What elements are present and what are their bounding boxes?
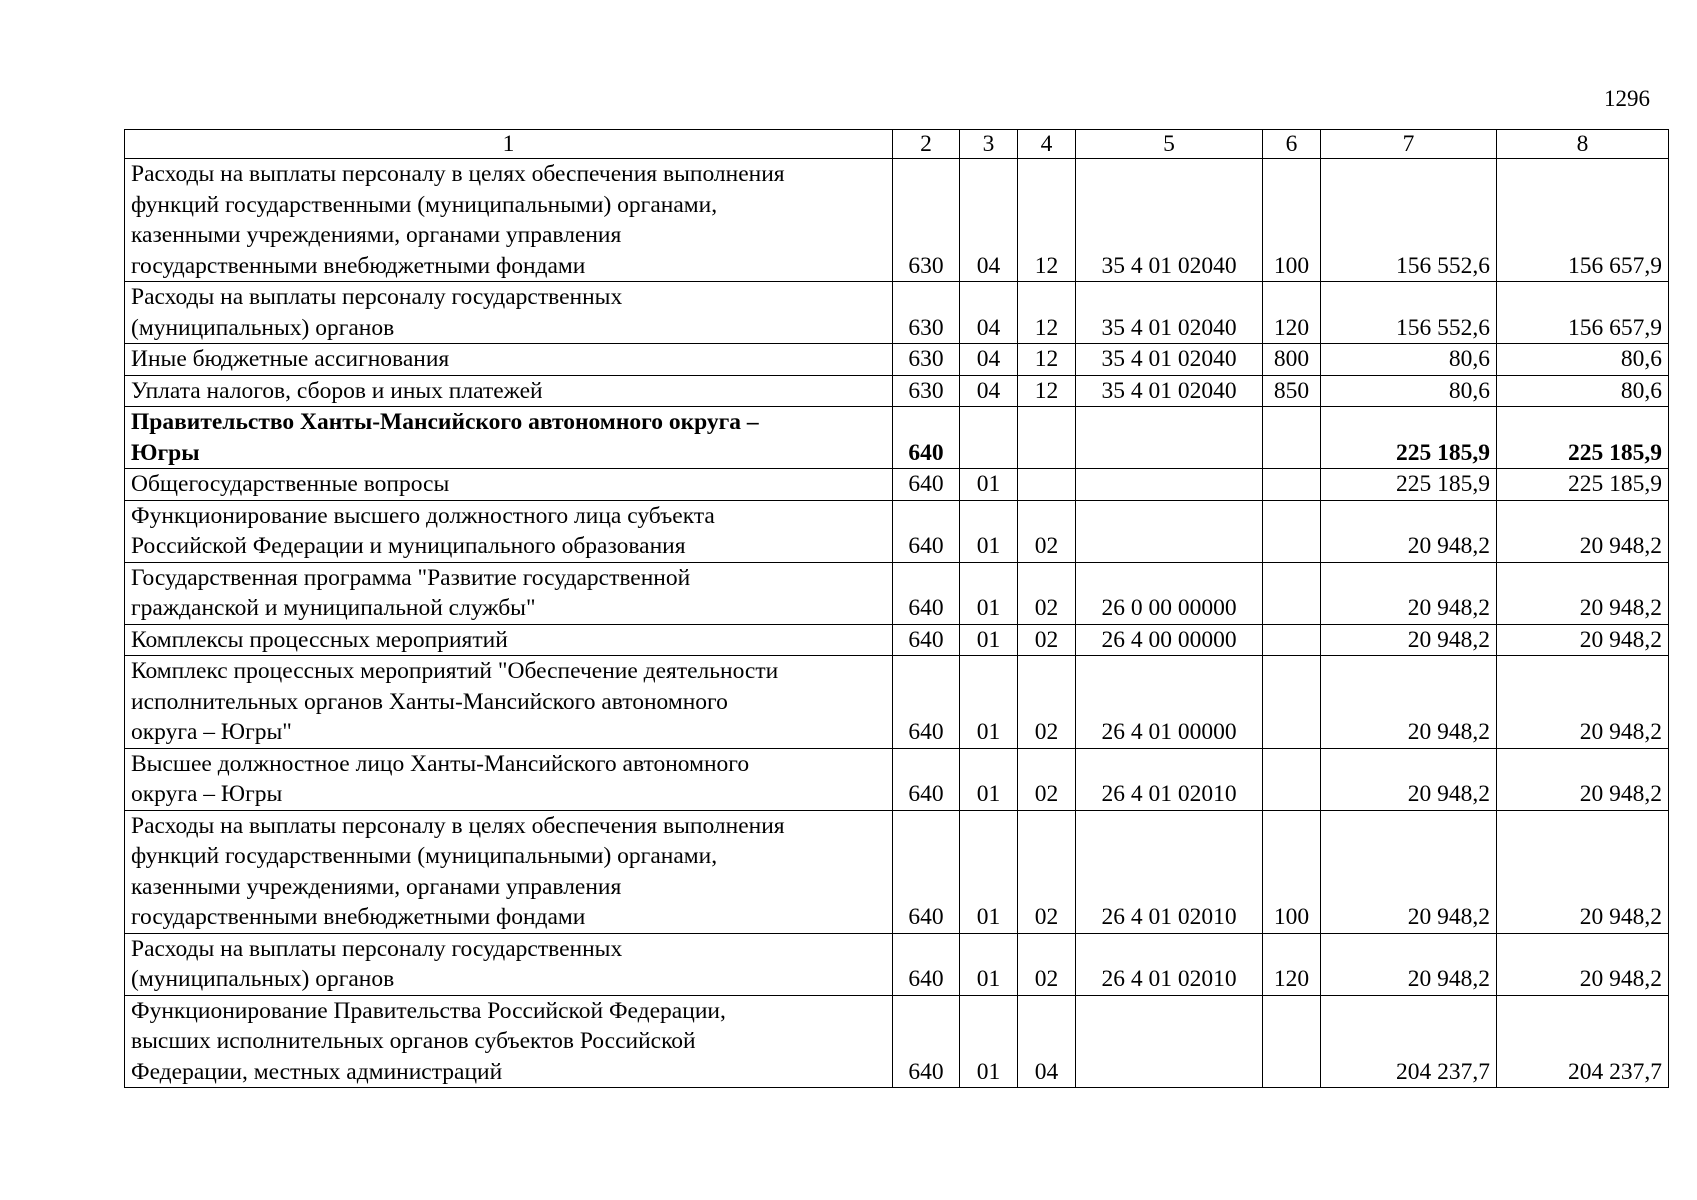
cell-pr: 02 [1018, 624, 1076, 656]
table-row [125, 624, 1669, 656]
cell-vr: 100 [1263, 159, 1321, 282]
cell-ved: 640 [893, 624, 960, 656]
cell-sum-1: 156 552,6 [1321, 159, 1497, 282]
table-row [125, 995, 1669, 1088]
cell-sum-2: 80,6 [1497, 344, 1669, 376]
table-row [125, 748, 1669, 810]
cell-rz: 01 [960, 562, 1018, 624]
cell-pr: 12 [1018, 282, 1076, 344]
cell-ved: 640 [893, 469, 960, 501]
cell-vr: 120 [1263, 933, 1321, 995]
table-row [125, 159, 1669, 282]
cell-vr [1263, 500, 1321, 562]
cell-sum-2: 156 657,9 [1497, 282, 1669, 344]
cell-ved: 640 [893, 810, 960, 933]
cell-csr: 26 4 01 02010 [1076, 933, 1263, 995]
table-row [125, 407, 1669, 469]
cell-name: Комплексы процессных мероприятий [125, 624, 893, 656]
table-row [125, 810, 1669, 933]
cell-name: Высшее должностное лицо Ханты-Мансийского автономного округа – Югры [125, 748, 893, 810]
cell-csr [1076, 469, 1263, 501]
cell-sum-2: 20 948,2 [1497, 748, 1669, 810]
cell-ved: 630 [893, 375, 960, 407]
cell-sum-2: 20 948,2 [1497, 562, 1669, 624]
cell-sum-2: 20 948,2 [1497, 624, 1669, 656]
cell-sum-2: 20 948,2 [1497, 933, 1669, 995]
table-row [125, 344, 1669, 376]
cell-sum-2: 225 185,9 [1497, 407, 1669, 469]
cell-sum-1: 20 948,2 [1321, 748, 1497, 810]
cell-pr [1018, 469, 1076, 501]
cell-rz: 01 [960, 469, 1018, 501]
cell-vr: 800 [1263, 344, 1321, 376]
cell-sum-1: 20 948,2 [1321, 500, 1497, 562]
header-col-6: 6 [1263, 130, 1321, 159]
cell-name: Иные бюджетные ассигнования [125, 344, 893, 376]
header-col-4: 4 [1018, 130, 1076, 159]
budget-table [124, 129, 1669, 1088]
cell-sum-2: 80,6 [1497, 375, 1669, 407]
cell-vr [1263, 995, 1321, 1088]
cell-rz: 01 [960, 500, 1018, 562]
cell-rz: 01 [960, 624, 1018, 656]
cell-name: Функционирование высшего должностного лица субъекта Российской Федерации и муниципального образования [125, 500, 893, 562]
table-row [125, 469, 1669, 501]
cell-ved: 640 [893, 933, 960, 995]
cell-pr: 12 [1018, 159, 1076, 282]
cell-vr: 850 [1263, 375, 1321, 407]
table-row [125, 933, 1669, 995]
cell-sum-2: 156 657,9 [1497, 159, 1669, 282]
cell-sum-2: 204 237,7 [1497, 995, 1669, 1088]
header-col-3: 3 [960, 130, 1018, 159]
cell-vr [1263, 656, 1321, 749]
cell-sum-2: 225 185,9 [1497, 469, 1669, 501]
cell-csr: 26 4 01 02010 [1076, 748, 1263, 810]
cell-vr [1263, 469, 1321, 501]
cell-pr: 02 [1018, 933, 1076, 995]
cell-name: Комплекс процессных мероприятий "Обеспечение деятельности исполнительных органов Ханты-Мансийского автономного округа – Югры" [125, 656, 893, 749]
header-col-2: 2 [893, 130, 960, 159]
cell-vr [1263, 562, 1321, 624]
cell-vr [1263, 624, 1321, 656]
cell-ved: 640 [893, 656, 960, 749]
cell-csr: 35 4 01 02040 [1076, 344, 1263, 376]
cell-csr: 35 4 01 02040 [1076, 159, 1263, 282]
table-row [125, 500, 1669, 562]
table-row [125, 656, 1669, 749]
cell-pr: 04 [1018, 995, 1076, 1088]
cell-name: Расходы на выплаты персоналу государственных (муниципальных) органов [125, 933, 893, 995]
cell-name: Уплата налогов, сборов и иных платежей [125, 375, 893, 407]
cell-rz: 01 [960, 995, 1018, 1088]
cell-name: Функционирование Правительства Российской Федерации, высших исполнительных органов субъектов Российской Федерации, местных администраций [125, 995, 893, 1088]
cell-sum-2: 20 948,2 [1497, 656, 1669, 749]
cell-sum-1: 20 948,2 [1321, 933, 1497, 995]
cell-sum-1: 156 552,6 [1321, 282, 1497, 344]
cell-name: Расходы на выплаты персоналу в целях обеспечения выполнения функций государственными (муниципальными) органами, казенными учреждениями, органами управления государственными внебюджетными фондами [125, 159, 893, 282]
cell-csr: 26 4 01 02010 [1076, 810, 1263, 933]
cell-rz: 04 [960, 159, 1018, 282]
cell-csr [1076, 500, 1263, 562]
table-row [125, 375, 1669, 407]
cell-ved: 630 [893, 159, 960, 282]
cell-pr: 12 [1018, 344, 1076, 376]
cell-sum-1: 20 948,2 [1321, 562, 1497, 624]
cell-sum-1: 20 948,2 [1321, 810, 1497, 933]
cell-pr: 02 [1018, 810, 1076, 933]
header-col-7: 7 [1321, 130, 1497, 159]
cell-sum-1: 225 185,9 [1321, 469, 1497, 501]
cell-rz: 01 [960, 656, 1018, 749]
cell-ved: 630 [893, 282, 960, 344]
cell-name: Государственная программа "Развитие государственной гражданской и муниципальной службы" [125, 562, 893, 624]
cell-sum-1: 20 948,2 [1321, 624, 1497, 656]
cell-csr: 35 4 01 02040 [1076, 375, 1263, 407]
cell-pr: 12 [1018, 375, 1076, 407]
cell-name: Расходы на выплаты персоналу государственных (муниципальных) органов [125, 282, 893, 344]
cell-pr: 02 [1018, 500, 1076, 562]
cell-name: Общегосударственные вопросы [125, 469, 893, 501]
cell-rz: 04 [960, 344, 1018, 376]
cell-pr: 02 [1018, 748, 1076, 810]
cell-vr [1263, 748, 1321, 810]
cell-rz: 01 [960, 810, 1018, 933]
cell-csr [1076, 995, 1263, 1088]
cell-vr: 120 [1263, 282, 1321, 344]
cell-ved: 640 [893, 407, 960, 469]
cell-name: Расходы на выплаты персоналу в целях обеспечения выполнения функций государственными (муниципальными) органами, казенными учреждениями, органами управления государственными внебюджетными фондами [125, 810, 893, 933]
cell-rz: 04 [960, 375, 1018, 407]
cell-rz: 01 [960, 933, 1018, 995]
cell-vr [1263, 407, 1321, 469]
cell-rz: 04 [960, 282, 1018, 344]
table-header-row [125, 130, 1669, 159]
header-col-1: 1 [125, 130, 893, 159]
page-number: 1296 [1604, 86, 1650, 111]
cell-sum-1: 80,6 [1321, 375, 1497, 407]
cell-csr: 26 0 00 00000 [1076, 562, 1263, 624]
cell-rz [960, 407, 1018, 469]
cell-sum-2: 20 948,2 [1497, 810, 1669, 933]
cell-sum-1: 225 185,9 [1321, 407, 1497, 469]
cell-ved: 640 [893, 995, 960, 1088]
cell-sum-1: 204 237,7 [1321, 995, 1497, 1088]
cell-ved: 640 [893, 748, 960, 810]
cell-rz: 01 [960, 748, 1018, 810]
cell-sum-1: 80,6 [1321, 344, 1497, 376]
header-col-8: 8 [1497, 130, 1669, 159]
cell-pr [1018, 407, 1076, 469]
cell-sum-2: 20 948,2 [1497, 500, 1669, 562]
cell-csr [1076, 407, 1263, 469]
cell-pr: 02 [1018, 656, 1076, 749]
header-col-5: 5 [1076, 130, 1263, 159]
cell-csr: 35 4 01 02040 [1076, 282, 1263, 344]
table-row [125, 562, 1669, 624]
table-body [125, 159, 1669, 1088]
cell-csr: 26 4 01 00000 [1076, 656, 1263, 749]
cell-ved: 640 [893, 562, 960, 624]
cell-csr: 26 4 00 00000 [1076, 624, 1263, 656]
cell-sum-1: 20 948,2 [1321, 656, 1497, 749]
table-row [125, 282, 1669, 344]
cell-ved: 630 [893, 344, 960, 376]
cell-vr: 100 [1263, 810, 1321, 933]
cell-name: Правительство Ханты-Мансийского автономного округа – Югры [125, 407, 893, 469]
cell-pr: 02 [1018, 562, 1076, 624]
cell-ved: 640 [893, 500, 960, 562]
